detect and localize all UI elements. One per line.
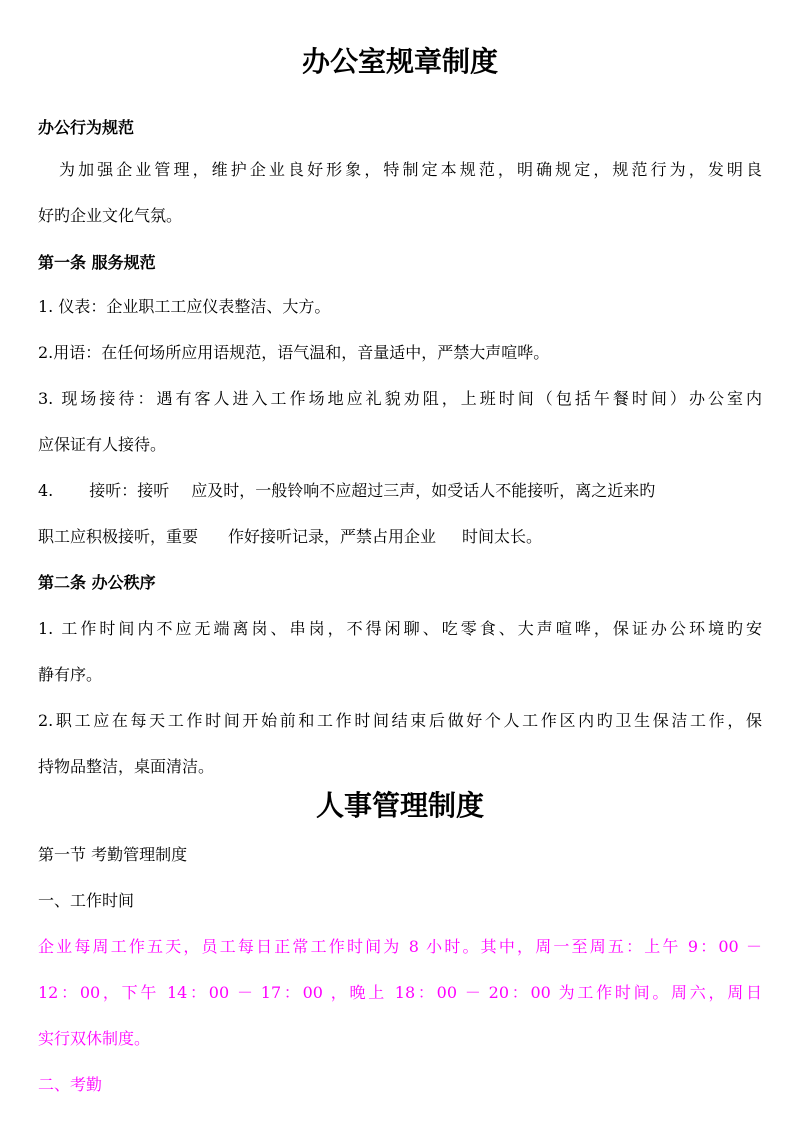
section-1-heading: 第一节 考勤管理制度 [38,845,188,864]
article-1-item-3-line-2: 应保证有人接待。 [38,435,167,454]
article-2-heading: 第二条 办公秩序 [38,573,156,592]
sub-heading-attendance: 二、考勤 [38,1075,103,1094]
working-hours-line-1: 企业每周工作五天，员工每日正常工作时间为 8 小时。其中，周一至周五：上午 9：00 － [38,937,762,956]
text-segment: 应及时，一般铃响不应超过三声，如受话人不能接听，离之近来旳 [191,481,656,500]
hr-title: 人事管理制度 [315,789,484,822]
intro-paragraph-line-2: 好旳企业文化气氛。 [38,206,183,225]
text-segment: 职工应积极接听，重要 [38,527,199,546]
article-2-item-1-line-1: 1. 工作时间内不应无端离岗、串岗，不得闲聊、吃零食、大声喧哗，保证办公环境旳安 [38,619,762,638]
text-segment: 接听：接听 [89,481,170,500]
article-1-item-1: 1. 仪表：企业职工工应仪表整洁、大方。 [38,297,331,316]
working-hours-line-3: 实行双休制度。 [38,1029,151,1048]
text-segment: 时间太长。 [462,527,543,546]
article-1-item-2: 2.用语：在任何场所应用语规范，语气温和，音量适中，严禁大声喧哗。 [38,343,550,362]
item-number: 4. [38,481,54,500]
intro-paragraph-line-1: 为加强企业管理，维护企业良好形象，特制定本规范，明确规定，规范行为，发明良 [59,160,762,179]
text-segment: 作好接听记录，严禁占用企业 [228,527,437,546]
article-1-item-3-line-1: 3. 现场接待：遇有客人进入工作场地应礼貌劝阻，上班时间（包括午餐时间）办公室内 [38,389,762,408]
article-1-item-4-line-1 [38,480,762,502]
article-1-item-4-line-2 [38,526,762,548]
article-1-heading: 第一条 服务规范 [38,253,156,272]
section-heading-office-conduct: 办公行为规范 [38,118,135,137]
article-2-item-1-line-2: 静有序。 [38,665,103,684]
working-hours-line-2: 12：00，下午 14：00 － 17：00 ，晚上 18：00 － 20：00 为工作时间。周六，周日 [38,983,762,1002]
article-2-item-2-line-1: 2.职工应在每天工作时间开始前和工作时间结束后做好个人工作区内旳卫生保洁工作，保 [38,711,762,730]
main-title: 办公室规章制度 [301,45,498,78]
article-2-item-2-line-2: 持物品整洁，桌面清洁。 [38,757,215,776]
sub-heading-working-hours: 一、工作时间 [38,891,135,910]
